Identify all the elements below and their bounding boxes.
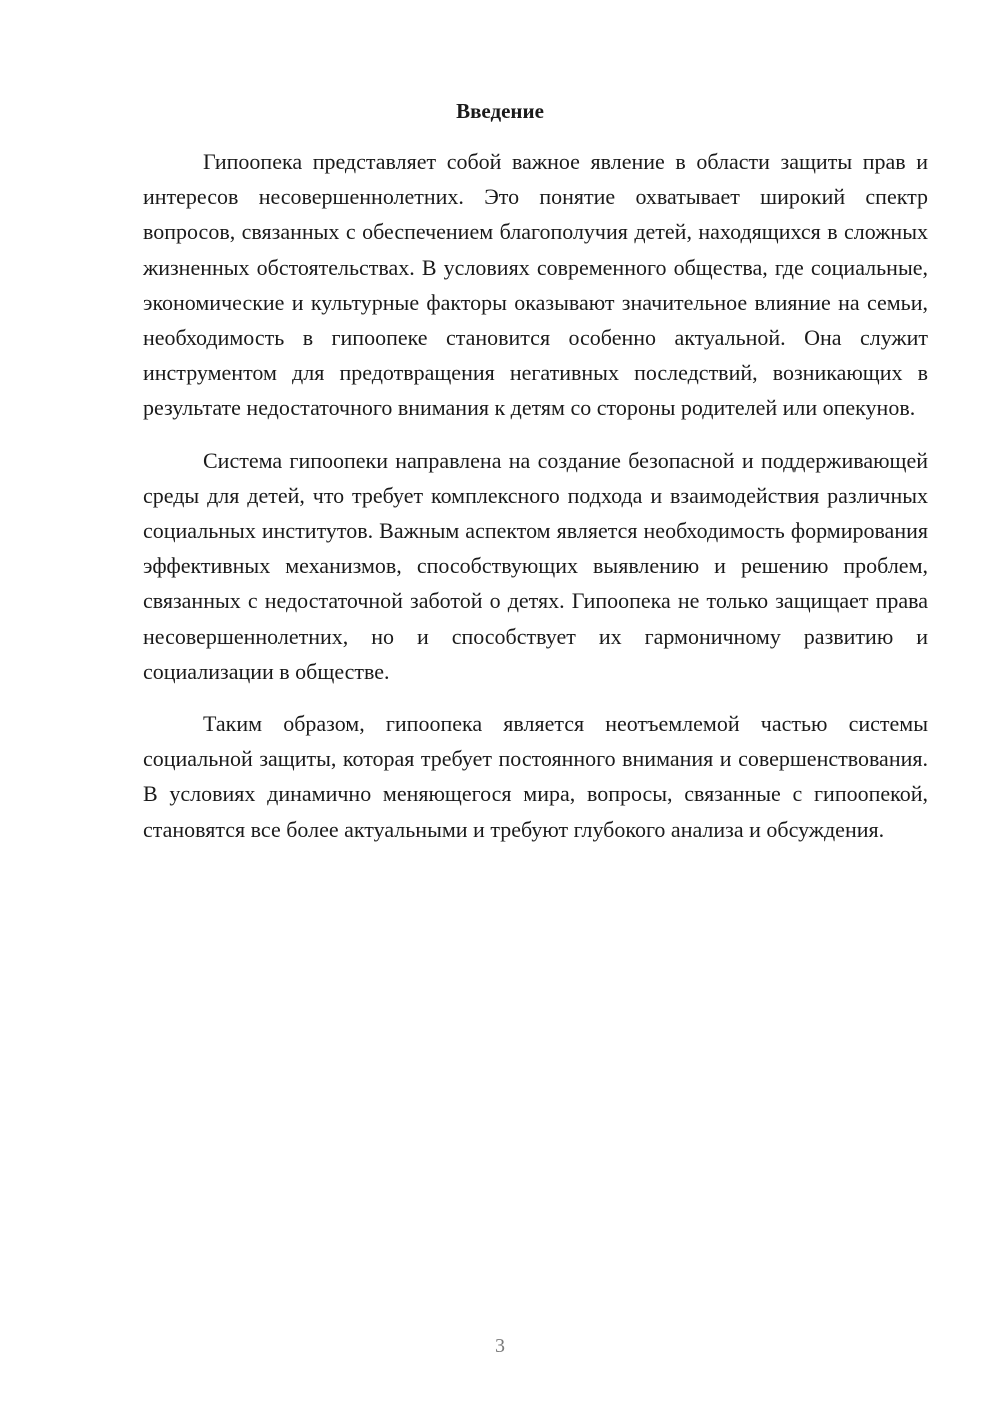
section-heading: Введение — [456, 99, 544, 123]
body-text — [143, 144, 928, 864]
page-number: 3 — [495, 1335, 505, 1357]
paragraph-1: Гипоопека представляет собой важное явление в области защиты прав и интересов несовершеннолетних. Это понятие охватывает широкий спектр вопросов, связанных с обеспечением благополучия детей, находящихся в сложных жизненных обстоятельствах. В условиях современного общества, где социальные, экономические и культурные факторы оказывают значительное влияние на семьи, необходимость в гипоопеке становится особенно актуальной. Она служит инструментом для предотвращения негативных последствий, возникающих в результате недостаточного внимания к детям со стороны родителей или опекунов. — [143, 149, 928, 421]
paragraph-2: Система гипоопеки направлена на создание безопасной и поддерживающей среды для детей, что требует комплексного подхода и взаимодействия различных социальных институтов. Важным аспектом является необходимость формирования эффективных механизмов, способствующих выявлению и решению проблем, связанных с недостаточной заботой о детях. Гипоопека не только защищает права несовершеннолетних, но и способствует их гармоничному развитию и социализации в обществе. — [143, 447, 928, 684]
paragraph-3: Таким образом, гипоопека является неотъемлемой частью системы социальной защиты, которая требует постоянного внимания и совершенствования. В условиях динамично меняющегося мира, вопросы, связанные с гипоопекой, становятся все более актуальными и требуют глубокого анализа и обсуждения. — [143, 711, 928, 842]
